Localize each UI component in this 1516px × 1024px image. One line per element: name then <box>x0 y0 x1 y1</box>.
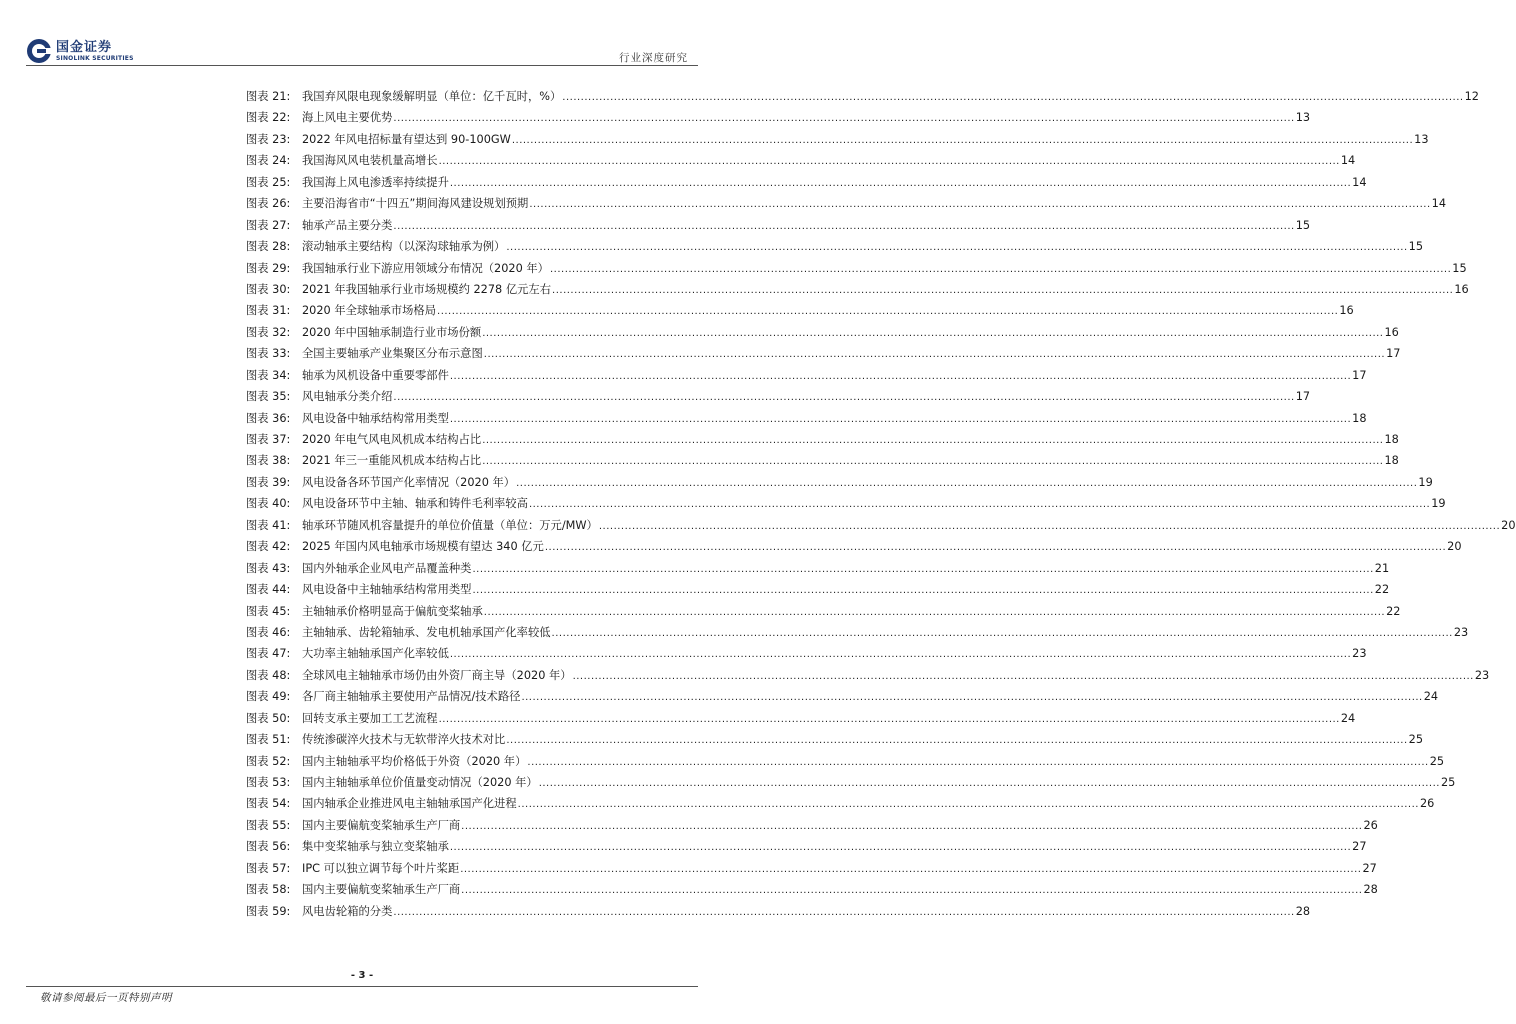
figure-title: 我国海上风电渗透率持续提升 <box>302 175 449 189</box>
toc-entry[interactable] <box>246 645 1367 666</box>
dot-leader <box>450 176 1351 189</box>
figure-label: 图表 29: <box>246 261 291 275</box>
dot-leader <box>529 497 1430 510</box>
figure-title: 国内主轴轴承平均价格低于外资（2020 年） <box>302 754 527 768</box>
figure-title: 轴承环节随风机容量提升的单位价值量（单位：万元/MW） <box>302 518 598 532</box>
dot-leader <box>573 669 1474 682</box>
figure-page-number: 16 <box>1454 282 1469 296</box>
dot-leader <box>539 776 1440 789</box>
dot-leader <box>562 90 1463 103</box>
figure-label: 图表 41: <box>246 518 291 532</box>
dot-leader <box>460 862 1361 875</box>
toc-entry[interactable] <box>246 260 1467 281</box>
toc-entry[interactable] <box>246 388 1311 409</box>
dot-leader <box>545 540 1446 553</box>
figure-title: 海上风电主要优势 <box>302 111 393 125</box>
figure-title: IPC 可以独立调节每个叶片桨距 <box>302 861 460 875</box>
dot-leader <box>484 347 1385 360</box>
figure-title: 集中变桨轴承与独立变桨轴承 <box>302 840 449 854</box>
figure-label: 图表 57: <box>246 861 291 875</box>
dot-leader <box>482 433 1383 446</box>
figure-label: 图表 48: <box>246 668 291 682</box>
brand-name-en: SINOLINK SECURITIES <box>56 54 134 62</box>
toc-entry[interactable] <box>246 860 1377 881</box>
figure-label: 图表 56: <box>246 840 291 854</box>
dot-leader <box>521 690 1422 703</box>
figure-label: 图表 52: <box>246 754 291 768</box>
figure-label: 图表 40: <box>246 497 291 511</box>
figure-label: 图表 34: <box>246 368 291 382</box>
figure-page-number: 25 <box>1440 776 1456 789</box>
dot-leader <box>461 883 1362 896</box>
figure-title: 风电设备中轴承结构常用类型 <box>302 411 449 425</box>
figure-label: 图表 24: <box>246 154 291 168</box>
figure-title: 全国主要轴承产业集聚区分布示意图 <box>302 347 483 361</box>
figure-label: 图表 59: <box>246 904 291 918</box>
toc-entry[interactable] <box>246 131 1429 152</box>
figure-title: 我国轴承行业下游应用领域分布情况（2020 年） <box>302 261 549 275</box>
figure-title: 各厂商主轴轴承主要使用产品情况/技术路径 <box>302 690 521 704</box>
figure-title: 回转支承主要加工工艺流程 <box>302 711 438 725</box>
figure-page-number: 18 <box>1352 411 1367 425</box>
toc-entry[interactable] <box>246 431 1399 452</box>
dot-leader <box>552 626 1453 639</box>
toc-entry[interactable] <box>246 753 1445 774</box>
page-number: - 3 - <box>350 970 374 981</box>
figure-page-number: 25 <box>1429 754 1445 768</box>
dot-leader <box>484 605 1385 618</box>
figure-page-number: 24 <box>1340 711 1356 725</box>
figure-title: 主轴轴承价格明显高于偏航变桨轴承 <box>302 604 483 618</box>
figure-page-number: 26 <box>1419 797 1435 811</box>
figure-page-number: 23 <box>1352 647 1367 661</box>
figure-label: 图表 27: <box>246 218 291 232</box>
toc-entry[interactable] <box>246 795 1435 816</box>
figure-page-number: 16 <box>1384 325 1399 339</box>
figure-page-number: 15 <box>1452 261 1467 275</box>
figure-title: 轴承产品主要分类 <box>302 218 393 232</box>
figure-title: 风电轴承分类介绍 <box>302 390 393 404</box>
toc-entry[interactable] <box>246 174 1367 195</box>
figure-label: 图表 42: <box>246 540 291 554</box>
figure-page-number: 14 <box>1352 175 1367 189</box>
toc-entry[interactable] <box>246 217 1311 238</box>
figure-title: 风电齿轮箱的分类 <box>302 904 393 918</box>
figure-label: 图表 53: <box>246 776 291 789</box>
toc-entry[interactable] <box>246 624 1469 645</box>
toc-entry[interactable] <box>246 603 1401 624</box>
dot-leader <box>439 712 1340 725</box>
figure-label: 图表 49: <box>246 690 291 704</box>
disclaimer-note: 敬请参阅最后一页特别声明 <box>40 992 172 1004</box>
figure-title: 大功率主轴轴承国产化率较低 <box>302 647 449 661</box>
toc-entry[interactable] <box>246 152 1356 173</box>
dot-leader <box>550 262 1451 275</box>
figure-label: 图表 44: <box>246 583 291 597</box>
figure-label: 图表 25: <box>246 175 291 189</box>
figure-label: 图表 22: <box>246 111 291 125</box>
figure-title: 主轴轴承、齿轮箱轴承、发电机轴承国产化率较低 <box>302 625 551 639</box>
toc-entry[interactable] <box>246 345 1401 366</box>
figure-page-number: 15 <box>1408 240 1424 254</box>
figure-page-number: 26 <box>1363 818 1378 832</box>
toc-entry[interactable] <box>246 281 1469 302</box>
brand-name-cn: 国金证券 <box>56 39 113 55</box>
toc-entry[interactable] <box>246 495 1446 516</box>
figure-title: 国内主轴轴承单位价值量变动情况（2020 年） <box>302 776 538 789</box>
figure-page-number: 17 <box>1295 390 1311 404</box>
toc-entry[interactable] <box>246 109 1311 130</box>
toc-entry[interactable] <box>246 538 1462 559</box>
figure-page-number: 25 <box>1408 733 1424 747</box>
figure-title: 我国弃风限电现象缓解明显（单位：亿千瓦时，%） <box>302 90 562 103</box>
toc-entry[interactable] <box>246 195 1447 216</box>
figure-label: 图表 46: <box>246 625 291 639</box>
dot-leader <box>552 283 1453 296</box>
toc-entry[interactable] <box>246 560 1390 581</box>
dot-leader <box>506 240 1407 253</box>
dot-leader <box>393 111 1294 124</box>
figure-label: 图表 33: <box>246 347 291 361</box>
toc-entry[interactable] <box>246 838 1367 859</box>
figure-label: 图表 38: <box>246 454 291 468</box>
figure-label: 图表 21: <box>246 90 291 103</box>
toc-entry[interactable] <box>246 903 1311 924</box>
figure-label: 图表 51: <box>246 733 291 747</box>
figure-page-number: 28 <box>1363 883 1378 897</box>
figure-title: 国内主要偏航变桨轴承生产厂商 <box>302 883 461 897</box>
figure-title: 风电设备环节中主轴、轴承和铸件毛利率较高 <box>302 497 528 511</box>
toc-entry[interactable] <box>246 774 1456 795</box>
figure-page-number: 19 <box>1431 497 1446 511</box>
figure-page-number: 13 <box>1414 132 1429 146</box>
figure-label: 图表 58: <box>246 883 291 897</box>
figure-page-number: 23 <box>1453 625 1469 639</box>
figure-title: 2020 年中国轴承制造行业市场份额 <box>302 325 482 339</box>
figure-label: 图表 31: <box>246 304 291 318</box>
dot-leader <box>516 476 1417 489</box>
figure-page-number: 18 <box>1384 433 1399 446</box>
toc-entry[interactable] <box>246 302 1354 323</box>
figure-title: 2021 年我国轴承行业市场规模约 2278 亿元左右 <box>302 282 552 296</box>
figure-title: 国内轴承企业推进风电主轴轴承国产化进程 <box>302 797 517 811</box>
toc-entry[interactable] <box>246 238 1424 259</box>
figure-page-number: 20 <box>1501 518 1516 532</box>
dot-leader <box>461 819 1362 832</box>
figure-label: 图表 39: <box>246 475 291 489</box>
toc-entry[interactable] <box>246 367 1367 388</box>
brand-logo-icon <box>26 38 52 64</box>
figure-page-number: 22 <box>1374 583 1390 597</box>
dot-leader <box>482 454 1383 467</box>
figure-page-number: 17 <box>1352 368 1367 382</box>
figure-label: 图表 50: <box>246 711 291 725</box>
dot-leader <box>506 733 1407 746</box>
figure-label: 图表 45: <box>246 604 291 618</box>
report-type: 行业深度研究 <box>619 52 688 64</box>
figure-page-number: 27 <box>1362 861 1377 875</box>
figure-page-number: 23 <box>1474 668 1490 682</box>
figure-title: 传统渗碳淬火技术与无软带淬火技术对比 <box>302 733 506 747</box>
toc-entry[interactable] <box>246 452 1399 473</box>
figure-label: 图表 30: <box>246 282 291 296</box>
figure-label: 图表 54: <box>246 797 291 811</box>
figure-page-number: 22 <box>1386 604 1401 618</box>
toc-entry[interactable] <box>246 667 1490 688</box>
figure-page-number: 13 <box>1295 111 1311 125</box>
figure-label: 图表 37: <box>246 433 291 446</box>
toc-entry[interactable] <box>246 581 1390 602</box>
toc-entry[interactable] <box>246 817 1378 838</box>
dot-leader <box>450 369 1351 382</box>
figure-title: 国内外轴承企业风电产品覆盖种类 <box>302 561 472 575</box>
figure-page-number: 18 <box>1384 454 1399 468</box>
toc-entry[interactable] <box>246 688 1439 709</box>
figure-page-number: 27 <box>1352 840 1367 854</box>
figure-page-number: 15 <box>1295 218 1311 232</box>
figure-label: 图表 55: <box>246 818 291 832</box>
brand-logo <box>26 38 134 64</box>
figure-title: 2020 年全球轴承市场格局 <box>302 304 437 318</box>
dot-leader <box>529 197 1430 210</box>
dot-leader <box>437 304 1338 317</box>
dot-leader <box>450 840 1351 853</box>
figure-title: 风电设备各环节国产化率情况（2020 年） <box>302 475 516 489</box>
figure-label: 图表 43: <box>246 561 291 575</box>
figure-label: 图表 35: <box>246 390 291 404</box>
figure-title: 风电设备中主轴轴承结构常用类型 <box>302 583 472 597</box>
figure-label: 图表 23: <box>246 132 291 146</box>
toc-entry[interactable] <box>246 88 1479 109</box>
figure-page-number: 17 <box>1386 347 1401 361</box>
figure-title: 2020 年电气风电风机成本结构占比 <box>302 433 482 446</box>
toc-entry[interactable] <box>246 731 1424 752</box>
toc-entry[interactable] <box>246 517 1516 538</box>
figure-label: 图表 36: <box>246 411 291 425</box>
figure-page-number: 19 <box>1418 475 1433 489</box>
figure-label: 图表 28: <box>246 240 291 254</box>
figure-title: 轴承为风机设备中重要零部件 <box>302 368 449 382</box>
footer-divider <box>26 986 698 987</box>
dot-leader <box>472 583 1373 596</box>
figure-label: 图表 32: <box>246 325 291 339</box>
figure-page-number: 14 <box>1431 197 1447 211</box>
page-header <box>0 0 724 70</box>
figure-label: 图表 26: <box>246 197 291 211</box>
figure-title: 2022 年风电招标量有望达到 90-100GW <box>302 132 511 146</box>
figure-title: 2021 年三一重能风机成本结构占比 <box>302 454 482 468</box>
figure-page-number: 21 <box>1374 561 1390 575</box>
figure-label: 图表 47: <box>246 647 291 661</box>
dot-leader <box>512 133 1413 146</box>
dot-leader <box>527 755 1428 768</box>
dot-leader <box>472 562 1373 575</box>
figure-title: 滚动轴承主要结构（以深沟球轴承为例） <box>302 240 506 254</box>
figure-page-number: 16 <box>1339 304 1354 318</box>
dot-leader <box>599 519 1500 532</box>
dot-leader <box>393 905 1294 918</box>
toc-entry[interactable] <box>246 474 1433 495</box>
figure-title: 我国海风风电装机量高增长 <box>302 154 438 168</box>
dot-leader <box>450 647 1351 660</box>
dot-leader <box>450 412 1351 425</box>
figure-title: 国内主要偏航变桨轴承生产厂商 <box>302 818 461 832</box>
figure-page-number: 12 <box>1464 90 1479 103</box>
toc-entry[interactable] <box>246 881 1378 902</box>
dot-leader <box>518 797 1419 810</box>
figure-title: 2025 年国内风电轴承市场规模有望达 340 亿元 <box>302 540 544 554</box>
dot-leader <box>439 154 1340 167</box>
figure-page-number: 24 <box>1423 690 1439 704</box>
dot-leader <box>393 390 1294 403</box>
figure-title: 全球风电主轴轴承市场仍由外资厂商主导（2020 年） <box>302 668 572 682</box>
figure-page-number: 20 <box>1447 540 1462 554</box>
toc-entry[interactable] <box>246 710 1356 731</box>
header-divider <box>26 65 698 66</box>
toc-entry[interactable] <box>246 410 1367 431</box>
dot-leader <box>482 326 1383 339</box>
figure-list <box>246 88 1516 924</box>
toc-entry[interactable] <box>246 324 1399 345</box>
figure-page-number: 28 <box>1295 904 1311 918</box>
figure-page-number: 14 <box>1340 154 1356 168</box>
dot-leader <box>393 219 1294 232</box>
figure-title: 主要沿海省市“十四五”期间海风建设规划预期 <box>302 197 529 211</box>
